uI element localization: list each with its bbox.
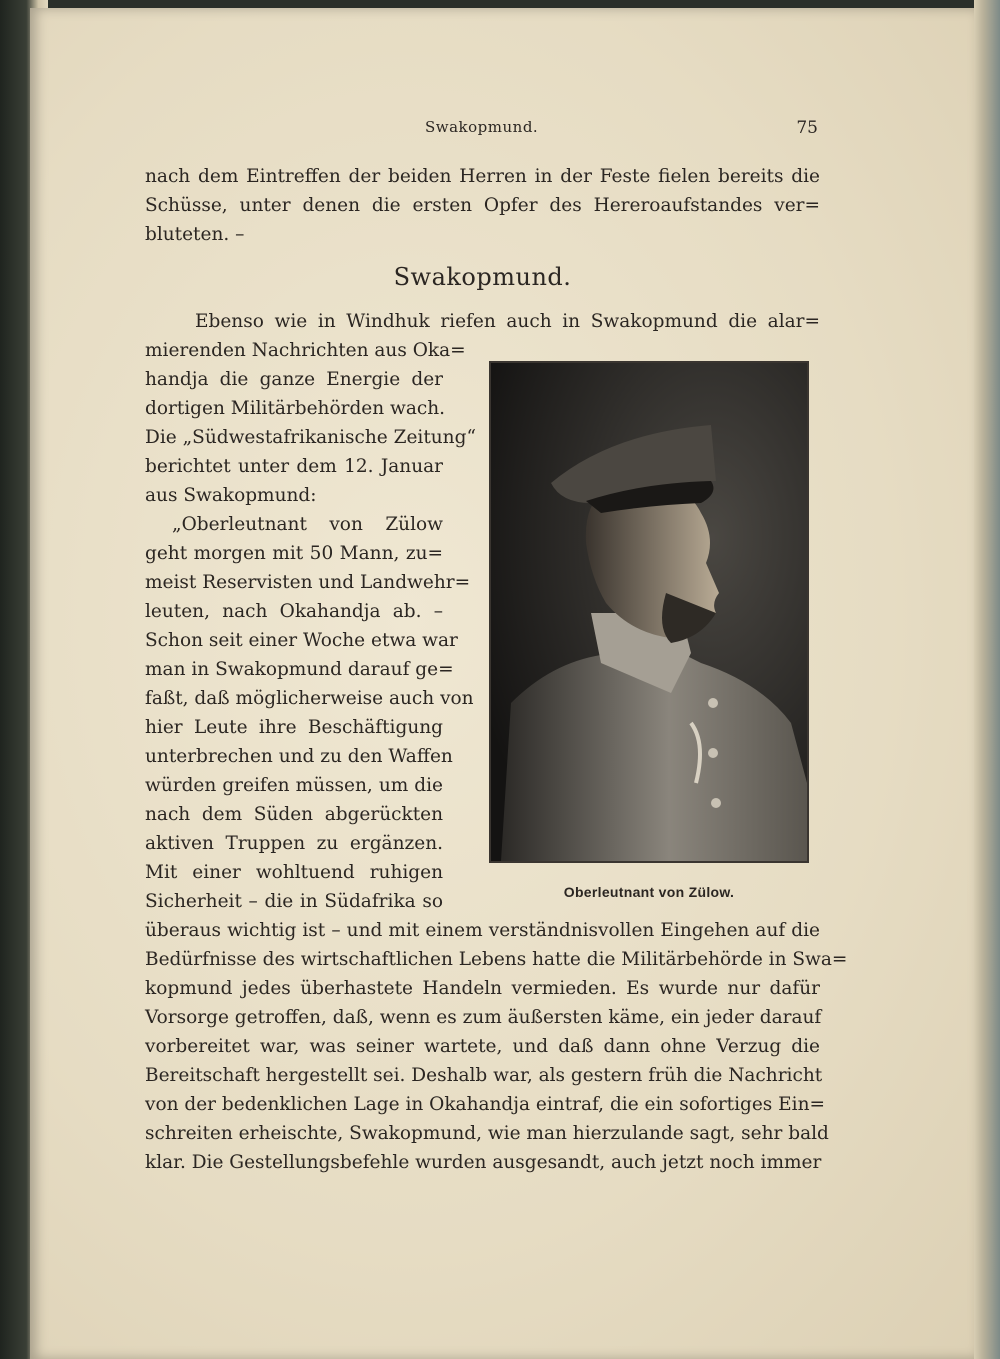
text-line: unterbrechen und zu den Waffen bbox=[145, 746, 453, 767]
page-edge bbox=[974, 0, 1000, 1359]
text-line: Bedürfnisse des wirtschaftlichen Lebens hatte die Militärbehörde in Swa= bbox=[145, 949, 848, 970]
text-line: leuten, nach Okahandja ab. – bbox=[145, 601, 443, 622]
page-header bbox=[145, 118, 820, 142]
text-line: kopmund jedes überhastete Handeln vermieden. Es wurde nur dafür bbox=[145, 978, 820, 999]
text-line: hier Leute ihre Beschäftigung bbox=[145, 717, 443, 738]
text-line: vorbereitet war, was seiner wartete, und daß dann ohne Verzug die bbox=[145, 1036, 820, 1057]
text-line: Ebenso wie in Windhuk riefen auch in Swakopmund die alar= bbox=[195, 311, 820, 332]
text-line: Sicherheit – die in Südafrika so bbox=[145, 891, 443, 912]
text-line: mierenden Nachrichten aus Oka= bbox=[145, 340, 466, 361]
text-line: „Oberleutnant von Zülow bbox=[172, 514, 443, 535]
text-line: bluteten. – bbox=[145, 224, 245, 245]
portrait-photo bbox=[489, 361, 809, 863]
text-line: dortigen Militärbehörden wach. bbox=[145, 398, 446, 419]
text-line: Bereitschaft hergestellt sei. Deshalb war, als gestern früh die Nachricht bbox=[145, 1065, 823, 1086]
text-line: meist Reservisten und Landwehr= bbox=[145, 572, 471, 593]
text-line: geht morgen mit 50 Mann, zu= bbox=[145, 543, 443, 564]
text-line: schreiten erheischte, Swakopmund, wie man hierzulande sagt, sehr bald bbox=[145, 1123, 829, 1144]
section-heading: Swakopmund. bbox=[393, 263, 572, 291]
text-line: Schüsse, unter denen die ersten Opfer des Hereroaufstandes ver= bbox=[145, 195, 820, 216]
text-line: Schon seit einer Woche etwa war bbox=[145, 630, 458, 651]
text-line: faßt, daß möglicherweise auch von bbox=[145, 688, 474, 709]
text-line: nach dem Eintreffen der beiden Herren in der Feste fielen bereits die bbox=[145, 166, 820, 187]
text-line: man in Swakopmund darauf ge= bbox=[145, 659, 454, 680]
portrait-illustration bbox=[491, 363, 807, 861]
text-line: Mit einer wohltuend ruhigen bbox=[145, 862, 443, 883]
text-line: handja die ganze Energie der bbox=[145, 369, 443, 390]
text-line: würden greifen müssen, um die bbox=[145, 775, 443, 796]
text-line: Die „Südwestafrikanische Zeitung“ bbox=[145, 427, 476, 448]
text-line: klar. Die Gestellungsbefehle wurden ausgesandt, auch jetzt noch immer bbox=[145, 1152, 822, 1173]
text-line: aktiven Truppen zu ergänzen. bbox=[145, 833, 443, 854]
running-head: Swakopmund. bbox=[425, 118, 539, 136]
text-line: überaus wichtig ist – und mit einem verständnisvollen Eingehen auf die bbox=[145, 920, 820, 941]
text-line: von der bedenklichen Lage in Okahandja eintraf, die ein sofortiges Ein= bbox=[145, 1094, 826, 1115]
page-number: 75 bbox=[796, 118, 818, 138]
photo-caption: Oberleutnant von Zülow. bbox=[563, 884, 735, 900]
text-line: berichtet unter dem 12. Januar bbox=[145, 456, 443, 477]
text-line: nach dem Süden abgerückten bbox=[145, 804, 443, 825]
text-line: aus Swakopmund: bbox=[145, 485, 317, 506]
text-line: Vorsorge getroffen, daß, wenn es zum äußersten käme, ein jeder darauf bbox=[145, 1007, 822, 1028]
